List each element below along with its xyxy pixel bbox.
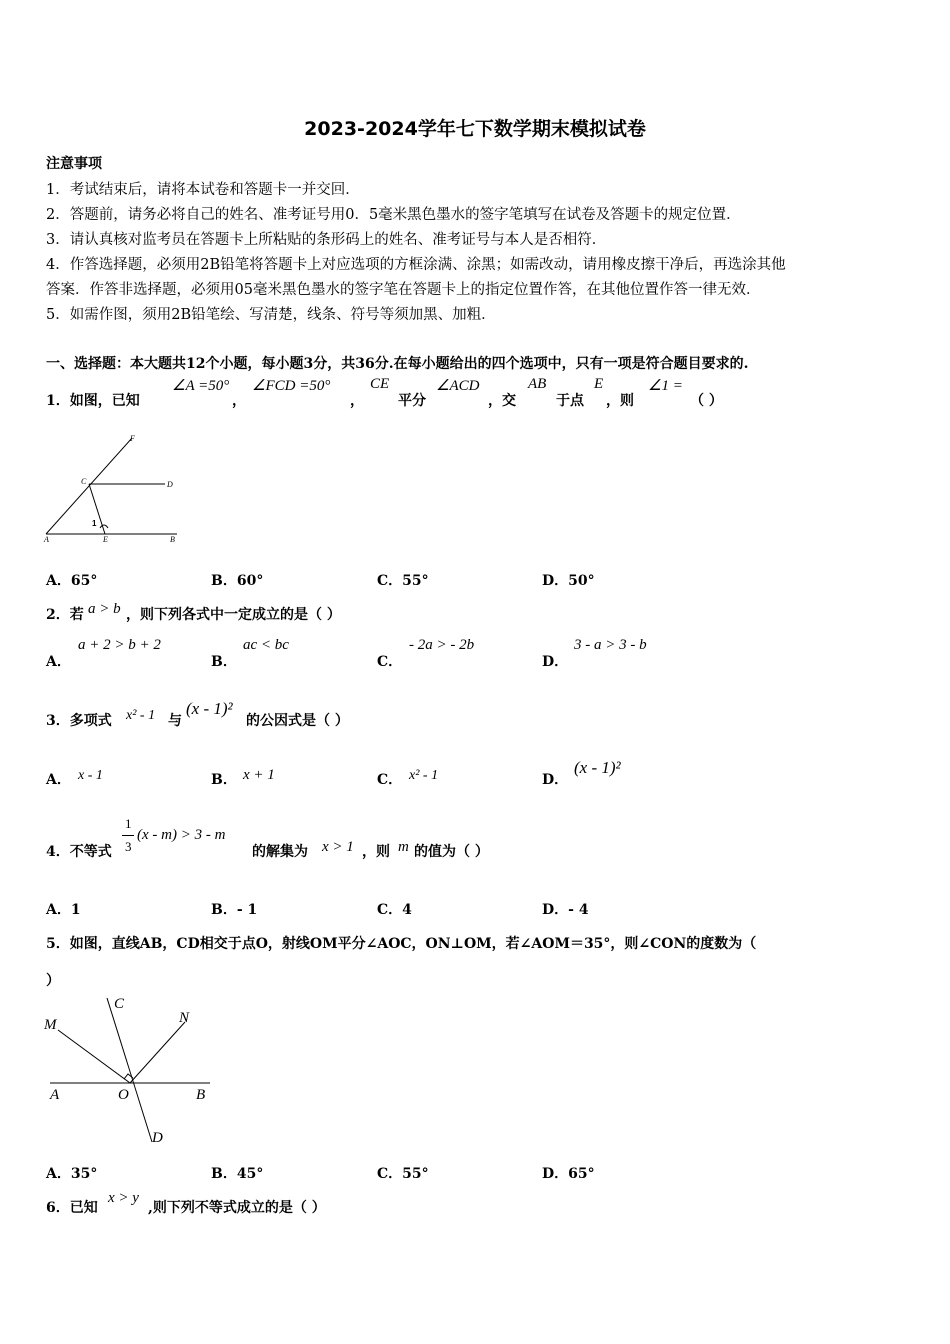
q1-ab: AB [528, 376, 547, 392]
q1-label-e: E [103, 535, 108, 544]
q3-option-b[interactable]: x + 1 [243, 767, 275, 783]
q1-label-f: F [130, 434, 135, 443]
q3-label-b[interactable]: B． [211, 772, 237, 788]
q1-label-c: C [81, 477, 87, 486]
q2-suffix: ，则下列各式中一定成立的是（ ） [126, 607, 341, 623]
q2-option-b[interactable]: ac < bc [243, 637, 289, 653]
q1-ce: CE [370, 376, 390, 392]
q6-prefix: 6．已知 [46, 1200, 98, 1216]
q1-option-d[interactable]: D．50° [542, 573, 595, 589]
q1-label-1: 1 [92, 519, 97, 528]
q4-prefix: 4．不等式 [46, 844, 112, 860]
q5-stem: 5．如图，直线AB，CD相交于点O，射线OM平分∠AOC，ON⊥OM，若∠AOM＝35°，则∠CON的度数为（ [46, 936, 757, 952]
q2-option-d[interactable]: 3 - a > 3 - b [574, 637, 647, 653]
q3-option-c[interactable]: x² - 1 [409, 768, 439, 783]
section-heading: 一、选择题：本大题共12个小题，每小题3分，共36分.在每小题给出的四个选项中，只有一项是符合题目要求的. [46, 356, 749, 372]
q2-label-b[interactable]: B． [211, 654, 237, 670]
q5-label-b: B [196, 1087, 206, 1103]
q5-option-c[interactable]: C．55° [377, 1166, 429, 1182]
notice-item-5: 5．如需作图，须用2B铅笔绘、写清楚，线条、符号等须加黑、加粗． [46, 307, 496, 323]
q5-label-m: M [44, 1017, 57, 1033]
q1-label-a: A [44, 535, 49, 544]
q1-angle-a: ∠A =50° [172, 378, 230, 394]
q1-angle-fcd: ∠FCD =50° [252, 378, 331, 394]
page-title: 2023-2024学年七下数学期末模拟试卷 [304, 118, 646, 140]
q4-option-b[interactable]: B．- 1 [211, 902, 258, 918]
q1-text: 平分 [398, 393, 426, 409]
q3-label-c[interactable]: C． [377, 772, 403, 788]
q1-text: 于点 [556, 393, 584, 409]
notice-item-3: 3．请认真核对监考员在答题卡上所粘贴的条形码上的姓名、准考证号与本人是否相符． [46, 232, 607, 248]
q3-option-a[interactable]: x - 1 [78, 768, 103, 783]
q4-suffix: 的值为（ ） [414, 844, 489, 860]
q2-label-c[interactable]: C． [377, 654, 403, 670]
q3-expr-1: x² - 1 [126, 708, 156, 723]
q1-option-b[interactable]: B．60° [211, 573, 264, 589]
q1-sep: ， [232, 393, 246, 409]
q2-condition: a > b [88, 601, 121, 617]
q1-paren: （ ） [690, 393, 723, 409]
q1-text: ，交 [488, 393, 516, 409]
q1-text: ，则 [606, 393, 634, 409]
q1-option-a[interactable]: A．65° [46, 573, 98, 589]
q1-angle-acd: ∠ACD [436, 378, 480, 394]
q3-expr-2: (x - 1)² [186, 699, 233, 718]
q4-mid2: ，则 [362, 844, 390, 860]
q1-sep: ， [350, 393, 364, 409]
q4-fraction-numerator: 1 [125, 816, 132, 831]
q5-option-a[interactable]: A．35° [46, 1166, 98, 1182]
q4-option-c[interactable]: C．4 [377, 902, 412, 918]
q3-suffix: 的公因式是（ ） [246, 713, 349, 729]
q5-label-n: N [179, 1010, 190, 1026]
q4-option-a[interactable]: A．1 [46, 902, 81, 918]
q1-angle-1: ∠1 = [648, 378, 683, 394]
q3-mid: 与 [168, 713, 182, 729]
q3-label-d[interactable]: D． [542, 772, 569, 788]
q5-label-o: O [118, 1087, 129, 1103]
notice-item-2: 2．答题前，请务必将自己的姓名、准考证号用0．5毫米黑色墨水的签字笔填写在试卷及答题卡的规定位置． [46, 207, 741, 223]
q5-figure [40, 990, 220, 1150]
q5-label-a: A [50, 1087, 60, 1103]
q4-fraction-bar [122, 835, 134, 836]
q1-label-d: D [167, 480, 173, 489]
q6-condition: x > y [108, 1190, 139, 1206]
notice-item-4-cont: 答案．作答非选择题，必须用05毫米黑色墨水的签字笔在答题卡上的指定位置作答，在其他位置作答一律无效． [46, 282, 761, 298]
q3-prefix: 3．多项式 [46, 713, 112, 729]
q5-label-c: C [114, 996, 125, 1012]
q4-mid: 的解集为 [252, 844, 308, 860]
notice-item-1: 1．考试结束后，请将本试卷和答题卡一并交回． [46, 182, 360, 198]
q3-option-d[interactable]: (x - 1)² [574, 758, 621, 777]
q2-prefix: 2．若 [46, 607, 84, 623]
q4-expression: (x - m) > 3 - m [137, 827, 226, 843]
q6-suffix: ,则下列不等式成立的是（ ） [148, 1200, 326, 1216]
q1-prefix: 1．如图，已知 [46, 393, 140, 409]
q3-label-a[interactable]: A． [46, 772, 71, 788]
q2-label-d[interactable]: D． [542, 654, 569, 670]
q5-option-b[interactable]: B．45° [211, 1166, 264, 1182]
q1-label-b: B [170, 535, 175, 544]
q4-var: m [398, 839, 409, 855]
q1-option-c[interactable]: C．55° [377, 573, 429, 589]
q1-e: E [594, 376, 604, 392]
q2-option-a[interactable]: a + 2 > b + 2 [78, 637, 161, 653]
q4-fraction-denominator: 3 [125, 839, 132, 854]
notice-item-4: 4．作答选择题，必须用2B铅笔将答题卡上对应选项的方框涂满、涂黑；如需改动，请用橡皮擦干净后，再选涂其他 [46, 257, 786, 273]
q5-option-d[interactable]: D．65° [542, 1166, 595, 1182]
q5-label-d: D [152, 1130, 163, 1146]
q2-option-c[interactable]: - 2a > - 2b [409, 637, 475, 653]
q2-label-a[interactable]: A． [46, 654, 71, 670]
q4-condition: x > 1 [322, 839, 354, 855]
q5-stem-cont: ） [46, 973, 60, 989]
notice-heading: 注意事项 [46, 156, 102, 172]
q4-option-d[interactable]: D．- 4 [542, 902, 589, 918]
q1-figure [40, 430, 190, 545]
